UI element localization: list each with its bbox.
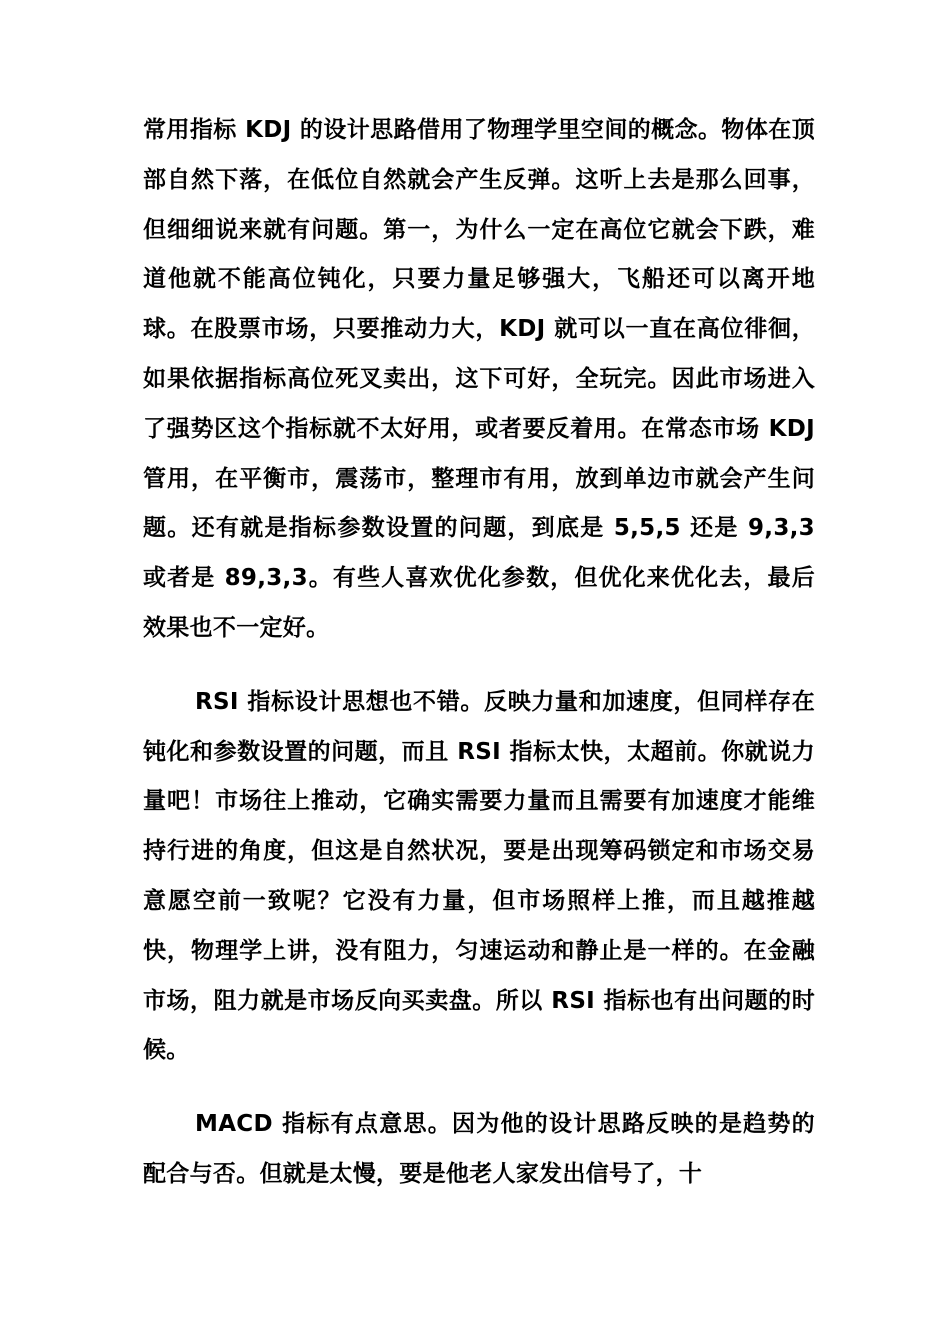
paragraph-kdj: 常用指标 KDJ 的设计思路借用了物理学里空间的概念。物体在顶部自然下落，在低位自然就会产生反弹。这听上去是那么回事，但细细说来就有问题。第一，为什么一定在高位它就会下跌，难道他就不能高位钝化，只要力量足够强大，飞船还可以离开地球。在股票市场，只要推动力大，KDJ 就可以一直在高位徘徊，如果依据指标高位死叉卖出，这下可好，全玩完。因此市场进入了强势区这个指标就不太好用，或者要反着用。在常态市场 KDJ 管用，在平衡市，震荡市，整理市有用，放到单边市就会产生问题。还有就是指标参数设置的问题，到底是 5,5,5 还是 9,3,3 或者是 89,3,3。有些人喜欢优化参数，但优化来优化去，最后效果也不一定好。 — [143, 117, 815, 641]
paragraph-rsi: RSI 指标设计思想也不错。反映力量和加速度，但同样存在钝化和参数设置的问题，而且 RSI 指标太快，太超前。你就说力量吧！市场往上推动，它确实需要力量而且需要有加速度才能维持行进的角度，但这是自然状况，要是出现筹码锁定和市场交易意愿空前一致呢？它没有力量，但市场照样上推，而且越推越快，物理学上讲，没有阻力，匀速运动和静止是一样的。在金融市场，阻力就是市场反向买卖盘。所以 RSI 指标也有出问题的时候。 — [143, 688, 815, 1064]
document-body — [143, 106, 815, 1224]
paragraph-macd: MACD 指标有点意思。因为他的设计思路反映的是趋势的配合与否。但就是太慢，要是他老人家发出信号了，十 — [143, 1111, 815, 1187]
